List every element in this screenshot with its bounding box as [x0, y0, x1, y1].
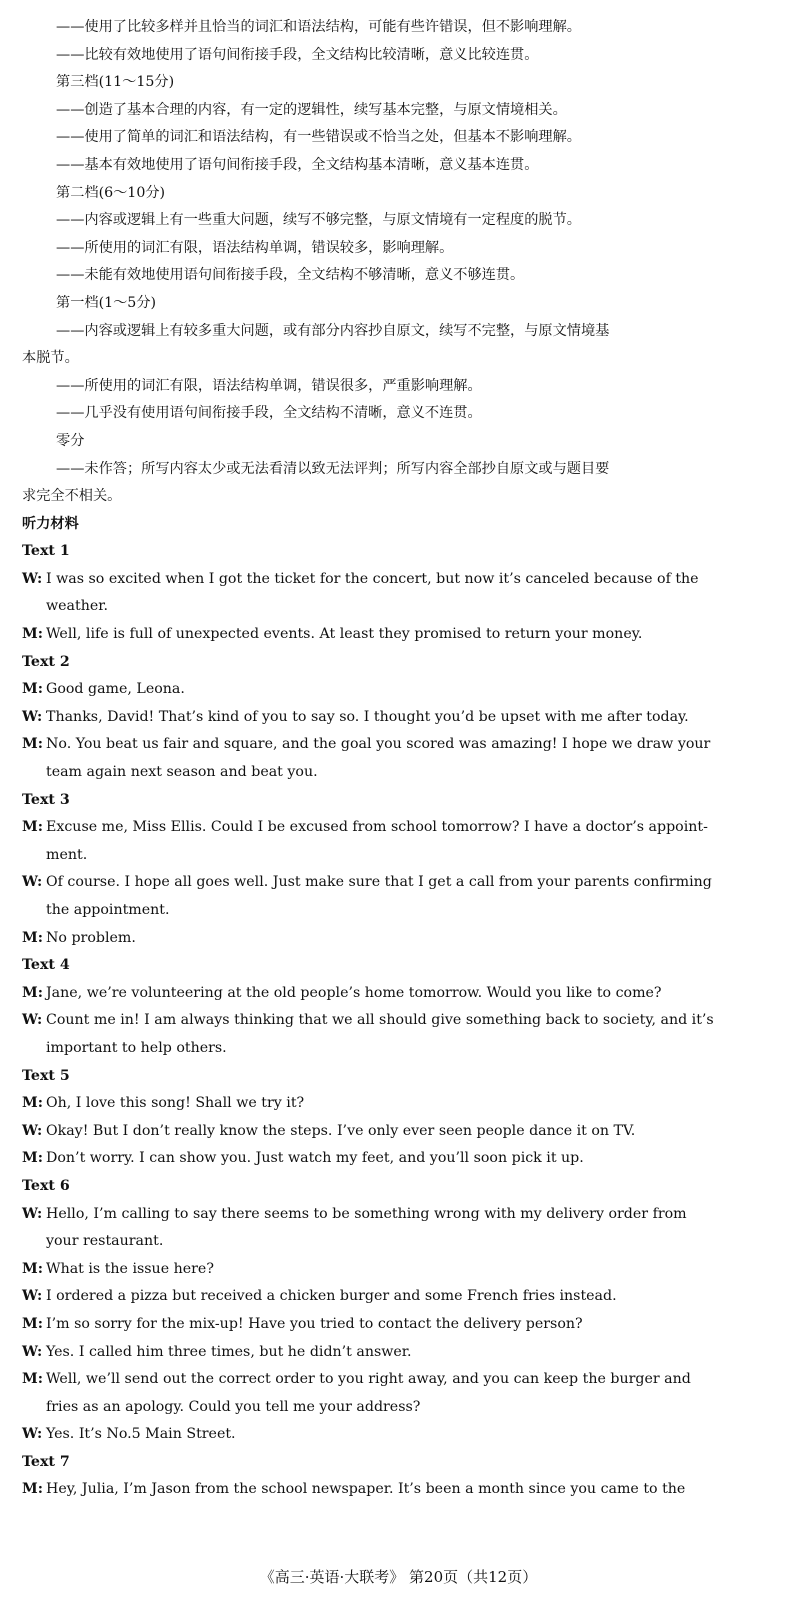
dialogue-line	[22, 980, 774, 1008]
utterance: Yes. I called him three times, but he didn’t answer.	[46, 1343, 412, 1360]
dialogue-line	[22, 1256, 774, 1284]
speaker-label: W:	[22, 1343, 43, 1360]
speaker-label: M:	[22, 1315, 43, 1332]
band-header: 第二档(6～10分)	[56, 184, 166, 201]
utterance: team again next season and beat you.	[46, 764, 318, 781]
speaker-label: M:	[22, 929, 43, 946]
text-title: Text 4	[22, 957, 70, 974]
speaker-label: W:	[22, 1205, 43, 1222]
dialogue-line	[22, 814, 774, 842]
rubric-line: ——使用了比较多样并且恰当的词汇和语法结构，可能有些许错误，但不影响理解。	[56, 19, 581, 35]
dialogue-line	[22, 1366, 774, 1394]
rubric-line: ——未能有效地使用语句间衔接手段，全文结构不够清晰，意义不够连贯。	[56, 267, 525, 284]
dialogue-line	[22, 1035, 774, 1063]
utterance: important to help others.	[46, 1039, 227, 1056]
dialogue-line	[22, 897, 774, 925]
dialogue-line	[22, 593, 774, 621]
dialogue-line	[22, 1007, 774, 1035]
dialogue-line	[22, 704, 774, 732]
speaker-label: W:	[22, 1122, 43, 1139]
dialogue-line	[22, 621, 774, 649]
utterance: your restaurant.	[46, 1233, 164, 1250]
text-title: Text 1	[22, 543, 70, 560]
utterance: What is the issue here?	[46, 1260, 214, 1277]
speaker-label: W:	[22, 874, 43, 891]
speaker-label: M:	[22, 1371, 43, 1388]
rubric-line: ——基本有效地使用了语句间衔接手段，全文结构基本清晰，意义基本连贯。	[56, 156, 539, 173]
utterance: Oh, I love this song! Shall we try it?	[46, 1095, 305, 1112]
utterance: Count me in! I am always thinking that we all should give something back to society, and it’s	[46, 1012, 714, 1029]
rubric-line: ——未作答；所写内容太少或无法看清以致无法评判；所写内容全部抄自原文或与题目要	[56, 460, 610, 477]
dialogue-line	[22, 869, 774, 897]
speaker-label: W:	[22, 1426, 43, 1443]
rubric-line: ——比较有效地使用了语句间衔接手段，全文结构比较清晰，意义比较连贯。	[56, 46, 539, 63]
dialogue-line	[22, 1283, 774, 1311]
speaker-label: M:	[22, 736, 43, 753]
dialogue-line	[22, 1145, 774, 1173]
speaker-label: M:	[22, 1150, 43, 1167]
utterance: fries as an apology. Could you tell me your address?	[46, 1398, 421, 1415]
dialogue-line	[22, 731, 774, 759]
dialogue-line	[22, 925, 774, 953]
utterance: I ordered a pizza but received a chicken burger and some French fries instead.	[46, 1288, 617, 1305]
speaker-label: W:	[22, 570, 43, 587]
rubric-line: ——内容或逻辑上有一些重大问题，续写不够完整，与原文情境有一定程度的脱节。	[56, 212, 581, 229]
utterance: weather.	[46, 598, 108, 615]
rubric-line-continued: 本脱节。	[22, 350, 79, 367]
speaker-label	[22, 593, 46, 621]
dialogue-line	[22, 1118, 774, 1146]
utterance: No problem.	[46, 929, 136, 946]
dialogue-line	[22, 1228, 774, 1256]
band-header: 第一档(1～5分)	[56, 294, 157, 311]
section-title: 听力材料	[22, 515, 79, 532]
utterance: the appointment.	[46, 902, 170, 918]
band-header: 零分	[56, 432, 85, 449]
rubric-line: ——内容或逻辑上有较多重大问题，或有部分内容抄自原文，续写不完整，与原文情境基	[56, 322, 610, 339]
utterance: I was so excited when I got the ticket for the concert, but now it’s canceled because of the	[46, 570, 699, 587]
speaker-label	[22, 759, 46, 787]
speaker-label	[22, 1228, 46, 1256]
utterance: No. You beat us fair and square, and the goal you scored was amazing! I hope we draw your	[46, 736, 711, 753]
dialogue-line	[22, 1339, 774, 1367]
dialogue-line	[22, 759, 774, 787]
dialogue-line	[22, 1394, 774, 1422]
speaker-label: W:	[22, 1288, 43, 1305]
speaker-label: W:	[22, 708, 43, 725]
text-title: Text 2	[22, 653, 70, 670]
speaker-label	[22, 1035, 46, 1063]
utterance: Don’t worry. I can show you. Just watch my feet, and you’ll soon pick it up.	[46, 1150, 584, 1167]
listening-transcript	[22, 538, 774, 1504]
utterance: I’m so sorry for the mix-up! Have you tried to contact the delivery person?	[46, 1315, 583, 1332]
utterance: Well, we’ll send out the correct order to you right away, and you can keep the burger and	[46, 1371, 691, 1388]
rubric-line-continued: 求完全不相关。	[22, 488, 122, 505]
speaker-label	[22, 897, 46, 925]
dialogue-line	[22, 1311, 774, 1339]
text-title: Text 7	[22, 1453, 70, 1470]
utterance: ment.	[46, 846, 88, 863]
utterance: Well, life is full of unexpected events. At least they promised to return your money.	[46, 626, 643, 643]
dialogue-line	[22, 842, 774, 870]
utterance: Excuse me, Miss Ellis. Could I be excused from school tomorrow? I have a doctor’s appoint-	[46, 819, 708, 836]
utterance: Thanks, David! That’s kind of you to say so. I thought you’d be upset with me after today.	[46, 708, 689, 725]
dialogue-line	[22, 1421, 774, 1449]
band-header: 第三档(11～15分)	[56, 74, 175, 91]
utterance: Jane, we’re volunteering at the old people’s home tomorrow. Would you like to come?	[46, 984, 662, 1001]
dialogue-line	[22, 566, 774, 594]
rubric-line: ——几乎没有使用语句间衔接手段，全文结构不清晰，意义不连贯。	[56, 405, 482, 422]
speaker-label	[22, 842, 46, 870]
speaker-label: M:	[22, 626, 43, 643]
rubric-section	[22, 14, 774, 511]
page-footer: 《高三·英语·大联考》 第20页（共12页）	[259, 1568, 538, 1586]
dialogue-line	[22, 1476, 774, 1504]
page-content	[22, 14, 774, 1504]
speaker-label	[22, 1394, 46, 1422]
dialogue-line	[22, 676, 774, 704]
utterance: Hey, Julia, I’m Jason from the school newspaper. It’s been a month since you came to the	[46, 1481, 686, 1498]
speaker-label: M:	[22, 1260, 43, 1277]
utterance: Okay! But I don’t really know the steps. I’ve only ever seen people dance it on TV.	[46, 1122, 636, 1139]
text-title: Text 5	[22, 1067, 70, 1084]
dialogue-line	[22, 1201, 774, 1229]
speaker-label: M:	[22, 1481, 43, 1498]
rubric-line: ——使用了简单的词汇和语法结构，有一些错误或不恰当之处，但基本不影响理解。	[56, 129, 581, 146]
speaker-label: M:	[22, 1095, 43, 1112]
utterance: Good game, Leona.	[46, 681, 185, 698]
utterance: Yes. It’s No.5 Main Street.	[46, 1426, 236, 1443]
utterance: Hello, I’m calling to say there seems to be something wrong with my delivery order from	[46, 1205, 687, 1222]
utterance: Of course. I hope all goes well. Just make sure that I get a call from your parents confirming	[46, 874, 712, 891]
dialogue-line	[22, 1090, 774, 1118]
rubric-line: ——所使用的词汇有限，语法结构单调，错误较多，影响理解。	[56, 239, 454, 256]
speaker-label: M:	[22, 984, 43, 1001]
speaker-label: M:	[22, 681, 43, 698]
text-title: Text 6	[22, 1177, 70, 1194]
speaker-label: M:	[22, 819, 43, 836]
rubric-line: ——所使用的词汇有限，语法结构单调，错误很多，严重影响理解。	[56, 377, 482, 394]
rubric-line: ——创造了基本合理的内容，有一定的逻辑性，续写基本完整，与原文情境相关。	[56, 101, 567, 118]
speaker-label: W:	[22, 1012, 43, 1029]
text-title: Text 3	[22, 791, 70, 808]
